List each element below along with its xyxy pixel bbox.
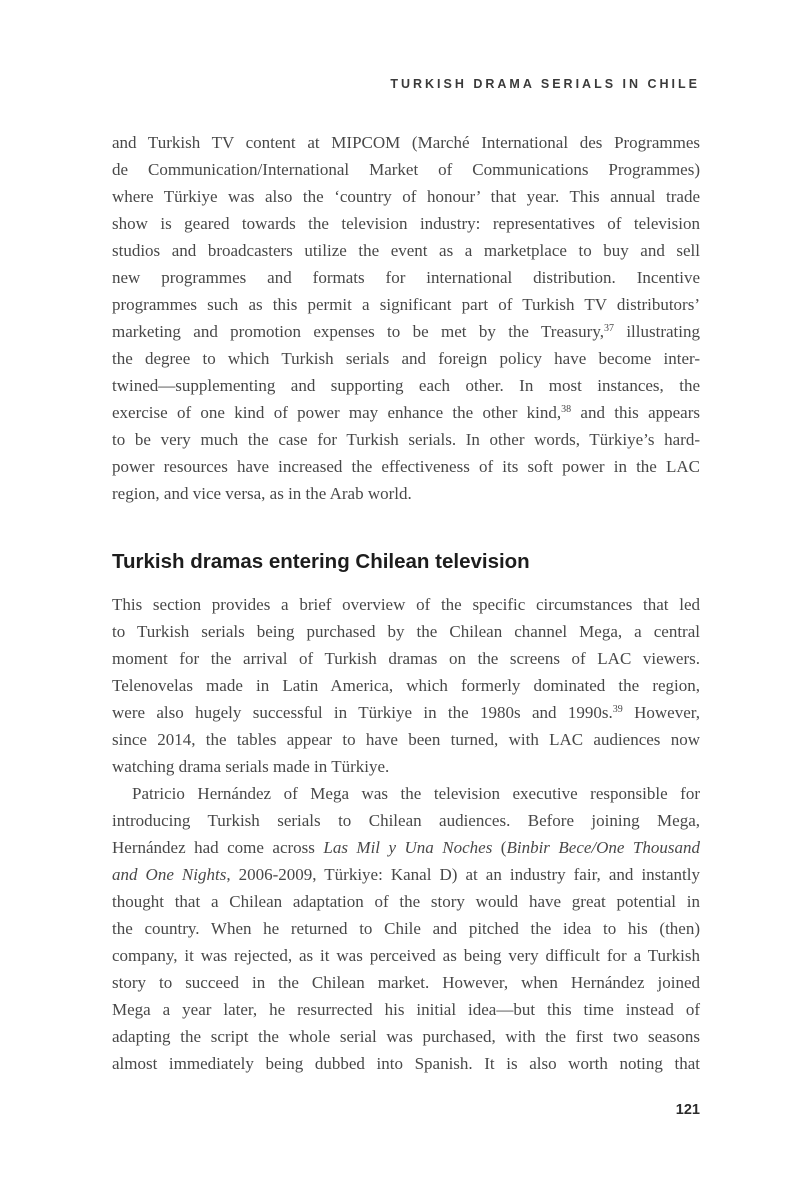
text-run: and Turkish TV content at MIPCOM (Marché International des Programmes bbox=[112, 133, 700, 152]
text-run: since 2014, the tables appear to have been turned, with LAC audiences now bbox=[112, 730, 700, 749]
running-header: TURKISH DRAMA SERIALS IN CHILE bbox=[390, 77, 700, 91]
title-italic: Binbir Bece/One Thousand bbox=[506, 838, 701, 857]
text-run: power resources have increased the effectiveness of its soft power in the LAC bbox=[112, 457, 700, 476]
text-line bbox=[112, 969, 700, 996]
text-line bbox=[112, 345, 700, 372]
title-italic: Las Mil y Una Noches bbox=[323, 838, 493, 857]
text-run: , 2006-2009, Türkiye: Kanal D) at an industry fair, and instantly bbox=[226, 865, 701, 884]
text-line bbox=[112, 672, 700, 699]
text-run: where Türkiye was also the ‘country of honour’ that year. This annual trade bbox=[112, 187, 700, 206]
text-run: the country. When he returned to Chile and pitched the idea to his (then) bbox=[112, 919, 700, 938]
text-line bbox=[112, 372, 700, 399]
paragraph bbox=[112, 591, 700, 780]
page-body bbox=[112, 129, 700, 1077]
text-line bbox=[112, 426, 700, 453]
footnote-ref: 39 bbox=[612, 704, 623, 715]
text-line bbox=[112, 591, 700, 618]
text-line bbox=[112, 699, 700, 726]
text-line bbox=[112, 726, 700, 753]
text-line bbox=[112, 129, 700, 156]
text-run: Telenovelas made in Latin America, which formerly dominated the region, bbox=[112, 676, 700, 695]
paragraph bbox=[112, 129, 700, 507]
text-run: and this appears bbox=[571, 403, 700, 422]
text-line bbox=[112, 480, 700, 507]
text-run: to Turkish serials being purchased by the Chilean channel Mega, a central bbox=[112, 622, 700, 641]
section-heading: Turkish dramas entering Chilean television bbox=[112, 550, 530, 573]
text-line bbox=[112, 834, 700, 861]
text-run: programmes such as this permit a significant part of Turkish TV distributors’ bbox=[112, 295, 700, 314]
text-run: ( bbox=[492, 838, 507, 857]
text-line bbox=[112, 237, 700, 264]
text-line bbox=[112, 915, 700, 942]
text-run: thought that a Chilean adaptation of the story would have great potential in bbox=[112, 892, 700, 911]
text-run: story to succeed in the Chilean market. However, when Hernández joined bbox=[112, 973, 700, 992]
text-run: Mega a year later, he resurrected his initial idea—but this time instead of bbox=[112, 1000, 700, 1019]
text-line bbox=[112, 399, 700, 426]
text-run: marketing and promotion expenses to be met by the Treasury, bbox=[112, 322, 604, 341]
text-line bbox=[112, 264, 700, 291]
text-run: region, and vice versa, as in the Arab world. bbox=[112, 484, 412, 503]
text-run: the degree to which Turkish serials and foreign policy have become inter- bbox=[112, 349, 700, 368]
footnote-ref: 37 bbox=[603, 323, 614, 334]
text-run: show is geared towards the television industry: representatives of television bbox=[112, 214, 700, 233]
text-line bbox=[112, 780, 700, 807]
text-run: Patricio Hernández of Mega was the television executive responsible for bbox=[132, 784, 700, 803]
text-run: were also hugely successful in Türkiye in the 1980s and 1990s. bbox=[112, 703, 613, 722]
text-line bbox=[112, 888, 700, 915]
text-line bbox=[112, 318, 700, 345]
text-line bbox=[112, 156, 700, 183]
text-line bbox=[112, 618, 700, 645]
text-line bbox=[112, 453, 700, 480]
text-line bbox=[112, 942, 700, 969]
text-line bbox=[112, 1023, 700, 1050]
text-run: new programmes and formats for international distribution. Incentive bbox=[112, 268, 700, 287]
text-line bbox=[112, 291, 700, 318]
text-run: almost immediately being dubbed into Spanish. It is also worth noting that bbox=[112, 1054, 700, 1073]
title-italic: and One Nights bbox=[112, 865, 227, 884]
text-run: Hernández had come across bbox=[112, 838, 324, 857]
text-line bbox=[112, 861, 700, 888]
text-run: adapting the script the whole serial was purchased, with the first two seasons bbox=[112, 1027, 700, 1046]
text-run: This section provides a brief overview of the specific circumstances that led bbox=[112, 595, 700, 614]
text-line bbox=[112, 807, 700, 834]
text-run: introducing Turkish serials to Chilean audiences. Before joining Mega, bbox=[112, 811, 700, 830]
text-run: moment for the arrival of Turkish dramas on the screens of LAC viewers. bbox=[112, 649, 700, 668]
text-line bbox=[112, 1050, 700, 1077]
text-run: to be very much the case for Turkish serials. In other words, Türkiye’s hard- bbox=[112, 430, 700, 449]
text-run: company, it was rejected, as it was perceived as being very difficult for a Turkish bbox=[112, 946, 700, 965]
text-line bbox=[112, 210, 700, 237]
text-run: illustrating bbox=[613, 322, 700, 341]
text-line bbox=[112, 645, 700, 672]
text-run: de Communication/International Market of Communications Programmes) bbox=[112, 160, 700, 179]
footnote-ref: 38 bbox=[561, 404, 572, 415]
text-run: twined—supplementing and supporting each other. In most instances, the bbox=[112, 376, 700, 395]
paragraph bbox=[112, 780, 700, 1077]
text-run: watching drama serials made in Türkiye. bbox=[112, 757, 390, 776]
text-line bbox=[112, 183, 700, 210]
text-line bbox=[112, 753, 700, 780]
page-number: 121 bbox=[675, 1102, 700, 1118]
text-run: exercise of one kind of power may enhance the other kind, bbox=[112, 403, 562, 422]
text-line bbox=[112, 996, 700, 1023]
text-run: studios and broadcasters utilize the event as a marketplace to buy and sell bbox=[112, 241, 700, 260]
text-run: However, bbox=[622, 703, 700, 722]
